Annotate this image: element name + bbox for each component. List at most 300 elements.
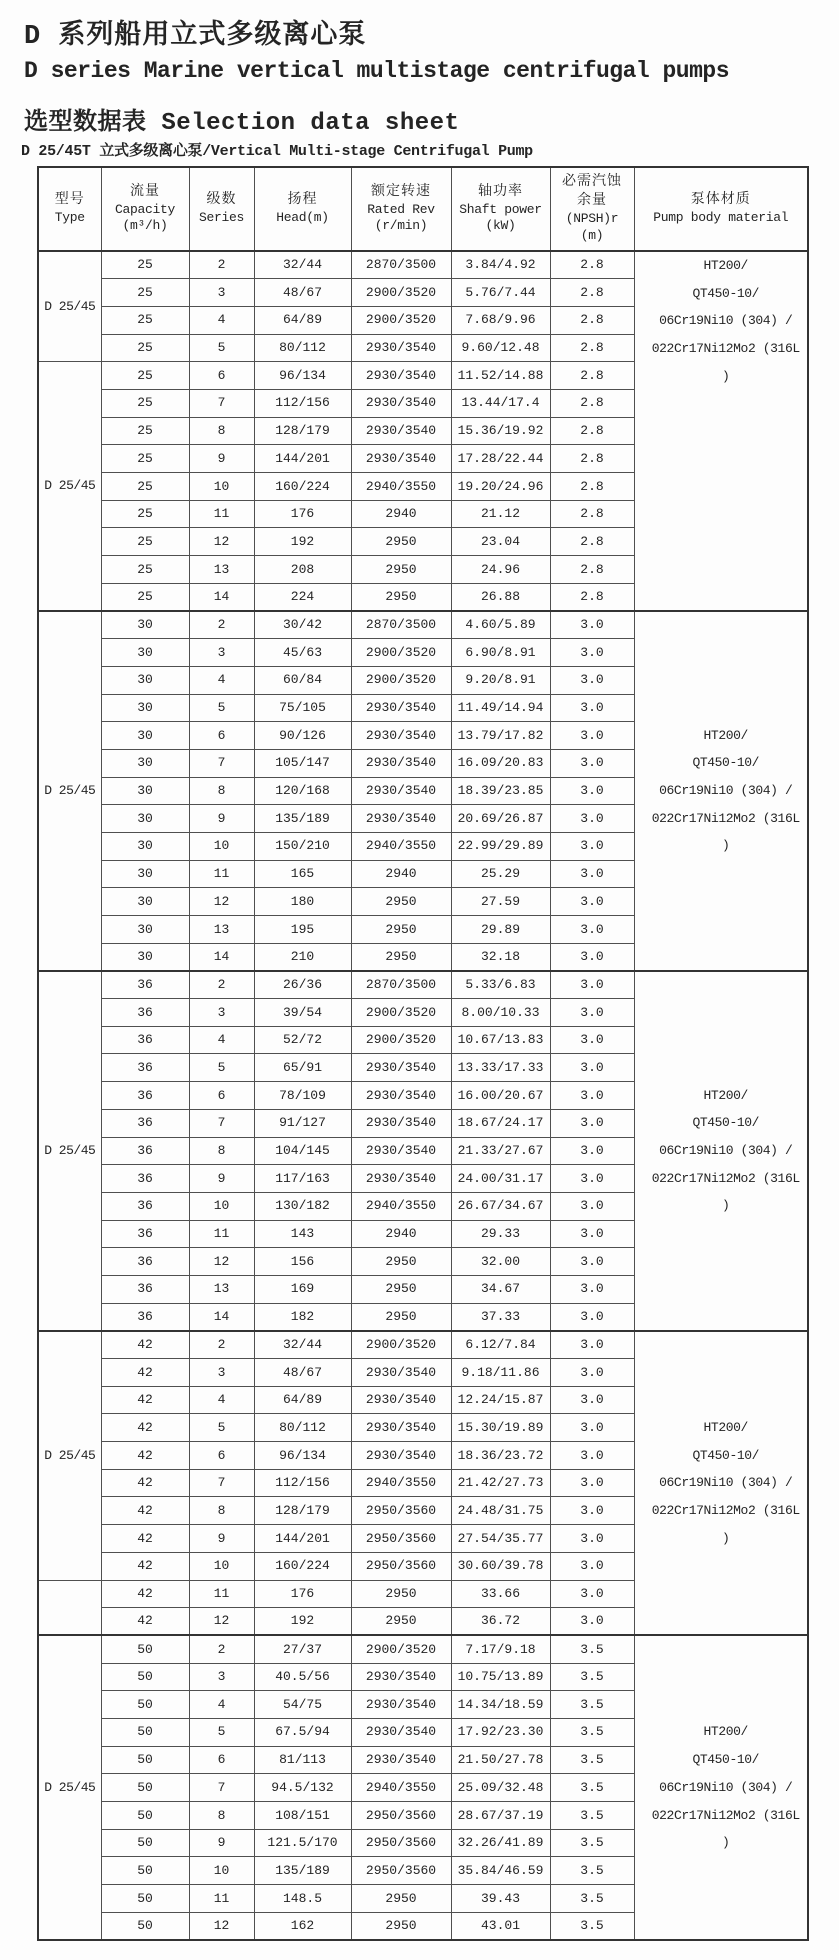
capacity-cell: 36 <box>101 1109 189 1137</box>
shaft-power-cell: 5.33/6.83 <box>451 971 550 999</box>
npsh-cell: 2.8 <box>550 362 634 390</box>
rated-rev-cell: 2930/3540 <box>351 1165 451 1193</box>
shaft-power-cell: 34.67 <box>451 1275 550 1303</box>
material-line: ) <box>722 1835 730 1851</box>
rated-rev-cell: 2930/3540 <box>351 1386 451 1414</box>
shaft-power-cell: 27.59 <box>451 888 550 916</box>
shaft-power-cell: 30.60/39.78 <box>451 1552 550 1580</box>
npsh-cell: 3.5 <box>550 1885 634 1913</box>
npsh-cell: 3.5 <box>550 1857 634 1885</box>
capacity-cell: 25 <box>101 417 189 445</box>
material-cell <box>634 1635 808 1940</box>
series-cell: 7 <box>189 389 254 417</box>
capacity-cell: 50 <box>101 1829 189 1857</box>
material-line: 06Cr19Ni10 (304) / <box>659 1143 793 1158</box>
table-row <box>38 611 808 639</box>
series-cell: 7 <box>189 1109 254 1137</box>
head-cell: 96/134 <box>254 1442 351 1470</box>
capacity-cell: 30 <box>101 943 189 971</box>
series-cell: 11 <box>189 860 254 888</box>
shaft-power-cell: 7.68/9.96 <box>451 306 550 334</box>
head-cell: 108/151 <box>254 1802 351 1830</box>
column-header-line: Series <box>198 210 244 225</box>
series-cell: 8 <box>189 777 254 805</box>
head-cell: 26/36 <box>254 971 351 999</box>
column-header-line: 轴功率 <box>478 183 523 200</box>
shaft-power-cell: 9.60/12.48 <box>451 334 550 362</box>
page-subtitle: 选型数据表 Selection data sheet <box>24 110 460 137</box>
capacity-cell: 36 <box>101 1248 189 1276</box>
rated-rev-cell: 2950/3560 <box>351 1857 451 1885</box>
material-line: HT200/ <box>703 1419 748 1435</box>
series-cell: 7 <box>189 1774 254 1802</box>
capacity-cell: 30 <box>101 832 189 860</box>
capacity-cell: 50 <box>101 1663 189 1691</box>
shaft-power-cell: 6.90/8.91 <box>451 639 550 667</box>
head-cell: 104/145 <box>254 1137 351 1165</box>
capacity-cell: 25 <box>101 500 189 528</box>
rated-rev-cell: 2900/3520 <box>351 279 451 307</box>
selection-data-table <box>37 166 809 1941</box>
series-cell: 4 <box>189 1386 254 1414</box>
npsh-cell: 2.8 <box>550 445 634 473</box>
shaft-power-cell: 18.39/23.85 <box>451 777 550 805</box>
rated-rev-cell: 2930/3540 <box>351 805 451 833</box>
material-line: 06Cr19Ni10 (304) / <box>659 1475 793 1491</box>
column-header-material <box>634 167 808 251</box>
rated-rev-cell: 2940 <box>351 500 451 528</box>
head-cell: 67.5/94 <box>254 1718 351 1746</box>
head-cell: 120/168 <box>254 777 351 805</box>
npsh-cell: 3.0 <box>550 1497 634 1525</box>
rated-rev-cell: 2940/3550 <box>351 832 451 860</box>
head-cell: 52/72 <box>254 1026 351 1054</box>
shaft-power-cell: 32.26/41.89 <box>451 1829 550 1857</box>
head-cell: 75/105 <box>254 694 351 722</box>
type-cell: D 25/45 <box>38 1331 101 1580</box>
head-cell: 135/189 <box>254 805 351 833</box>
capacity-cell: 50 <box>101 1912 189 1940</box>
head-cell: 195 <box>254 916 351 944</box>
head-cell: 130/182 <box>254 1192 351 1220</box>
head-cell: 160/224 <box>254 473 351 501</box>
material-line: 022Cr17Ni12Mo2 (316L <box>651 1502 800 1518</box>
head-cell: 192 <box>254 1608 351 1636</box>
shaft-power-cell: 9.18/11.86 <box>451 1359 550 1387</box>
shaft-power-cell: 24.00/31.17 <box>451 1165 550 1193</box>
capacity-cell: 42 <box>101 1608 189 1636</box>
rated-rev-cell: 2930/3540 <box>351 1663 451 1691</box>
capacity-cell: 50 <box>101 1802 189 1830</box>
capacity-cell: 25 <box>101 583 189 611</box>
head-cell: 94.5/132 <box>254 1774 351 1802</box>
shaft-power-cell: 15.36/19.92 <box>451 417 550 445</box>
capacity-cell: 30 <box>101 916 189 944</box>
series-cell: 14 <box>189 943 254 971</box>
shaft-power-cell: 11.52/14.88 <box>451 362 550 390</box>
npsh-cell: 2.8 <box>550 389 634 417</box>
rated-rev-cell: 2940/3550 <box>351 473 451 501</box>
head-cell: 150/210 <box>254 832 351 860</box>
series-cell: 10 <box>189 473 254 501</box>
material-line: QT450-10/ <box>692 285 760 301</box>
capacity-cell: 36 <box>101 1303 189 1331</box>
capacity-cell: 36 <box>101 971 189 999</box>
material-line: 022Cr17Ni12Mo2 (316L <box>651 1170 800 1186</box>
material-cell <box>634 1331 808 1636</box>
npsh-cell: 3.0 <box>550 860 634 888</box>
material-line: 06Cr19Ni10 (304) / <box>659 313 793 329</box>
shaft-power-cell: 17.28/22.44 <box>451 445 550 473</box>
series-cell: 10 <box>189 832 254 860</box>
column-header-line: (m³/h) <box>122 218 168 234</box>
rated-rev-cell: 2930/3540 <box>351 362 451 390</box>
shaft-power-cell: 23.04 <box>451 528 550 556</box>
series-cell: 8 <box>189 1497 254 1525</box>
series-cell: 2 <box>189 251 254 279</box>
rated-rev-cell: 2930/3540 <box>351 1359 451 1387</box>
npsh-cell: 3.5 <box>550 1774 634 1802</box>
capacity-cell: 50 <box>101 1635 189 1663</box>
series-cell: 4 <box>189 1026 254 1054</box>
series-cell: 9 <box>189 1525 254 1553</box>
shaft-power-cell: 14.34/18.59 <box>451 1691 550 1719</box>
rated-rev-cell: 2940 <box>351 1220 451 1248</box>
series-cell: 11 <box>189 1220 254 1248</box>
capacity-cell: 42 <box>101 1331 189 1359</box>
series-cell: 12 <box>189 528 254 556</box>
material-line: 022Cr17Ni12Mo2 (316L <box>651 1807 800 1823</box>
material-line: HT200/ <box>703 258 748 273</box>
material-cell <box>634 971 808 1331</box>
npsh-cell: 2.8 <box>550 279 634 307</box>
series-cell: 9 <box>189 445 254 473</box>
shaft-power-cell: 21.12 <box>451 500 550 528</box>
npsh-cell: 3.0 <box>550 1414 634 1442</box>
series-cell: 6 <box>189 1082 254 1110</box>
head-cell: 91/127 <box>254 1109 351 1137</box>
capacity-cell: 50 <box>101 1746 189 1774</box>
column-header-type <box>38 167 101 251</box>
shaft-power-cell: 3.84/4.92 <box>451 251 550 279</box>
capacity-cell: 36 <box>101 999 189 1027</box>
type-cell: D 25/45 <box>38 362 101 611</box>
rated-rev-cell: 2930/3540 <box>351 1442 451 1470</box>
series-cell: 11 <box>189 1885 254 1913</box>
npsh-cell: 3.0 <box>550 1109 634 1137</box>
head-cell: 96/134 <box>254 362 351 390</box>
column-header-line: 泵体材质 <box>690 192 751 209</box>
npsh-cell: 3.5 <box>550 1746 634 1774</box>
material-line: 06Cr19Ni10 (304) / <box>659 783 793 799</box>
series-cell: 5 <box>189 334 254 362</box>
npsh-cell: 3.0 <box>550 1303 634 1331</box>
rated-rev-cell: 2940/3550 <box>351 1469 451 1497</box>
npsh-cell: 3.0 <box>550 1137 634 1165</box>
page-title-zh: D 系列船用立式多级离心泵 <box>24 22 367 52</box>
capacity-cell: 50 <box>101 1885 189 1913</box>
head-cell: 128/179 <box>254 1497 351 1525</box>
rated-rev-cell: 2950/3560 <box>351 1497 451 1525</box>
shaft-power-cell: 36.72 <box>451 1608 550 1636</box>
capacity-cell: 25 <box>101 556 189 584</box>
head-cell: 144/201 <box>254 445 351 473</box>
head-cell: 54/75 <box>254 1691 351 1719</box>
npsh-cell: 3.0 <box>550 999 634 1027</box>
material-line: ) <box>722 368 730 384</box>
head-cell: 45/63 <box>254 639 351 667</box>
capacity-cell: 50 <box>101 1857 189 1885</box>
capacity-cell: 36 <box>101 1054 189 1082</box>
material-line: 022Cr17Ni12Mo2 (316L <box>651 810 800 826</box>
series-cell: 9 <box>189 805 254 833</box>
head-cell: 65/91 <box>254 1054 351 1082</box>
npsh-cell: 3.0 <box>550 888 634 916</box>
rated-rev-cell: 2950 <box>351 1912 451 1940</box>
series-cell: 3 <box>189 1663 254 1691</box>
series-cell: 5 <box>189 1718 254 1746</box>
npsh-cell: 2.8 <box>550 556 634 584</box>
column-header-line: 流量 <box>130 183 160 200</box>
npsh-cell: 3.0 <box>550 694 634 722</box>
npsh-cell: 3.0 <box>550 611 634 639</box>
table-caption: D 25/45T 立式多级离心泵/Vertical Multi-stage Centrifugal Pump <box>21 143 533 160</box>
head-cell: 60/84 <box>254 666 351 694</box>
npsh-cell: 3.5 <box>550 1635 634 1663</box>
npsh-cell: 3.0 <box>550 1275 634 1303</box>
rated-rev-cell: 2930/3540 <box>351 417 451 445</box>
rated-rev-cell: 2930/3540 <box>351 1109 451 1137</box>
material-line: HT200/ <box>703 1724 748 1740</box>
rated-rev-cell: 2940/3550 <box>351 1774 451 1802</box>
series-cell: 9 <box>189 1829 254 1857</box>
head-cell: 160/224 <box>254 1552 351 1580</box>
capacity-cell: 42 <box>101 1386 189 1414</box>
column-header-line: 余量 <box>577 193 607 210</box>
npsh-cell: 3.5 <box>550 1802 634 1830</box>
material-line: QT450-10/ <box>692 1447 760 1463</box>
capacity-cell: 30 <box>101 860 189 888</box>
head-cell: 90/126 <box>254 722 351 750</box>
head-cell: 144/201 <box>254 1525 351 1553</box>
rated-rev-cell: 2950/3560 <box>351 1829 451 1857</box>
capacity-cell: 25 <box>101 528 189 556</box>
npsh-cell: 3.0 <box>550 832 634 860</box>
series-cell: 3 <box>189 639 254 667</box>
capacity-cell: 25 <box>101 251 189 279</box>
shaft-power-cell: 18.36/23.72 <box>451 1442 550 1470</box>
npsh-cell: 3.0 <box>550 639 634 667</box>
head-cell: 165 <box>254 860 351 888</box>
head-cell: 117/163 <box>254 1165 351 1193</box>
rated-rev-cell: 2930/3540 <box>351 1746 451 1774</box>
table-header <box>38 167 808 251</box>
rated-rev-cell: 2950 <box>351 1303 451 1331</box>
series-cell: 11 <box>189 1580 254 1608</box>
rated-rev-cell: 2870/3500 <box>351 971 451 999</box>
rated-rev-cell: 2950/3560 <box>351 1525 451 1553</box>
rated-rev-cell: 2900/3520 <box>351 306 451 334</box>
column-header-line: 必需汽蚀 <box>562 174 622 191</box>
rated-rev-cell: 2950 <box>351 528 451 556</box>
rated-rev-cell: 2930/3540 <box>351 1718 451 1746</box>
capacity-cell: 36 <box>101 1220 189 1248</box>
capacity-cell: 30 <box>101 805 189 833</box>
rated-rev-cell: 2930/3540 <box>351 749 451 777</box>
npsh-cell: 3.0 <box>550 1026 634 1054</box>
rated-rev-cell: 2950 <box>351 1885 451 1913</box>
series-cell: 10 <box>189 1192 254 1220</box>
shaft-power-cell: 35.84/46.59 <box>451 1857 550 1885</box>
npsh-cell: 3.0 <box>550 1359 634 1387</box>
capacity-cell: 25 <box>101 473 189 501</box>
shaft-power-cell: 24.48/31.75 <box>451 1497 550 1525</box>
rated-rev-cell: 2950 <box>351 1608 451 1636</box>
type-cell <box>38 1580 101 1635</box>
capacity-cell: 30 <box>101 888 189 916</box>
rated-rev-cell: 2950/3560 <box>351 1552 451 1580</box>
shaft-power-cell: 8.00/10.33 <box>451 999 550 1027</box>
head-cell: 32/44 <box>254 251 351 279</box>
series-cell: 5 <box>189 694 254 722</box>
shaft-power-cell: 22.99/29.89 <box>451 832 550 860</box>
npsh-cell: 3.0 <box>550 777 634 805</box>
npsh-cell: 2.8 <box>550 528 634 556</box>
npsh-cell: 3.0 <box>550 749 634 777</box>
head-cell: 30/42 <box>254 611 351 639</box>
npsh-cell: 2.8 <box>550 417 634 445</box>
npsh-cell: 2.8 <box>550 251 634 279</box>
series-cell: 8 <box>189 1137 254 1165</box>
capacity-cell: 42 <box>101 1414 189 1442</box>
rated-rev-cell: 2930/3540 <box>351 389 451 417</box>
shaft-power-cell: 29.33 <box>451 1220 550 1248</box>
rated-rev-cell: 2930/3540 <box>351 722 451 750</box>
column-header-line: Rated Rev <box>367 201 435 217</box>
series-cell: 14 <box>189 1303 254 1331</box>
capacity-cell: 30 <box>101 777 189 805</box>
series-cell: 10 <box>189 1857 254 1885</box>
capacity-cell: 36 <box>101 1192 189 1220</box>
capacity-cell: 36 <box>101 1275 189 1303</box>
capacity-cell: 30 <box>101 639 189 667</box>
head-cell: 162 <box>254 1912 351 1940</box>
rated-rev-cell: 2930/3540 <box>351 445 451 473</box>
series-cell: 12 <box>189 1248 254 1276</box>
npsh-cell: 3.0 <box>550 1442 634 1470</box>
column-header-line: 扬程 <box>287 192 318 209</box>
series-cell: 2 <box>189 971 254 999</box>
column-header-line: 型号 <box>54 192 85 209</box>
head-cell: 48/67 <box>254 1359 351 1387</box>
capacity-cell: 30 <box>101 749 189 777</box>
capacity-cell: 30 <box>101 722 189 750</box>
rated-rev-cell: 2900/3520 <box>351 999 451 1027</box>
rated-rev-cell: 2900/3520 <box>351 1026 451 1054</box>
shaft-power-cell: 13.79/17.82 <box>451 722 550 750</box>
series-cell: 14 <box>189 583 254 611</box>
npsh-cell: 3.0 <box>550 1192 634 1220</box>
rated-rev-cell: 2950 <box>351 916 451 944</box>
column-header-series <box>189 167 254 251</box>
rated-rev-cell: 2950 <box>351 1580 451 1608</box>
capacity-cell: 42 <box>101 1580 189 1608</box>
column-header-line: 额定转速 <box>371 183 431 200</box>
series-cell: 2 <box>189 611 254 639</box>
shaft-power-cell: 43.01 <box>451 1912 550 1940</box>
capacity-cell: 36 <box>101 1165 189 1193</box>
capacity-cell: 30 <box>101 666 189 694</box>
column-header-capacity <box>101 167 189 251</box>
rated-rev-cell: 2900/3520 <box>351 1635 451 1663</box>
npsh-cell: 3.0 <box>550 1082 634 1110</box>
material-cell <box>634 251 808 611</box>
shaft-power-cell: 18.67/24.17 <box>451 1109 550 1137</box>
rated-rev-cell: 2900/3520 <box>351 639 451 667</box>
series-cell: 11 <box>189 500 254 528</box>
head-cell: 148.5 <box>254 1885 351 1913</box>
rated-rev-cell: 2950 <box>351 943 451 971</box>
npsh-cell: 3.5 <box>550 1663 634 1691</box>
material-line: QT450-10/ <box>692 1115 760 1131</box>
npsh-cell: 3.0 <box>550 1165 634 1193</box>
npsh-cell: 3.0 <box>550 1525 634 1553</box>
type-cell: D 25/45 <box>38 611 101 971</box>
capacity-cell: 25 <box>101 306 189 334</box>
capacity-cell: 25 <box>101 389 189 417</box>
head-cell: 224 <box>254 583 351 611</box>
rated-rev-cell: 2930/3540 <box>351 1082 451 1110</box>
capacity-cell: 30 <box>101 694 189 722</box>
head-cell: 208 <box>254 556 351 584</box>
npsh-cell: 3.0 <box>550 971 634 999</box>
shaft-power-cell: 11.49/14.94 <box>451 694 550 722</box>
head-cell: 121.5/170 <box>254 1829 351 1857</box>
rated-rev-cell: 2930/3540 <box>351 694 451 722</box>
shaft-power-cell: 13.33/17.33 <box>451 1054 550 1082</box>
series-cell: 3 <box>189 1359 254 1387</box>
npsh-cell: 3.0 <box>550 1469 634 1497</box>
head-cell: 180 <box>254 888 351 916</box>
shaft-power-cell: 20.69/26.87 <box>451 805 550 833</box>
npsh-cell: 3.0 <box>550 1580 634 1608</box>
npsh-cell: 3.5 <box>550 1718 634 1746</box>
shaft-power-cell: 9.20/8.91 <box>451 666 550 694</box>
capacity-cell: 42 <box>101 1442 189 1470</box>
rated-rev-cell: 2870/3500 <box>351 251 451 279</box>
series-cell: 6 <box>189 1746 254 1774</box>
head-cell: 80/112 <box>254 1414 351 1442</box>
shaft-power-cell: 32.18 <box>451 943 550 971</box>
head-cell: 169 <box>254 1275 351 1303</box>
series-cell: 8 <box>189 417 254 445</box>
npsh-cell: 3.0 <box>550 1386 634 1414</box>
column-header-shaft-power <box>451 167 550 251</box>
series-cell: 7 <box>189 749 254 777</box>
head-cell: 105/147 <box>254 749 351 777</box>
rated-rev-cell: 2950 <box>351 1248 451 1276</box>
capacity-cell: 25 <box>101 334 189 362</box>
column-header-head <box>254 167 351 251</box>
material-line: HT200/ <box>703 727 748 743</box>
npsh-cell: 3.5 <box>550 1691 634 1719</box>
rated-rev-cell: 2940 <box>351 860 451 888</box>
rated-rev-cell: 2950 <box>351 888 451 916</box>
capacity-cell: 25 <box>101 445 189 473</box>
column-header-line: Head(m) <box>276 210 329 225</box>
shaft-power-cell: 25.29 <box>451 860 550 888</box>
series-cell: 3 <box>189 999 254 1027</box>
